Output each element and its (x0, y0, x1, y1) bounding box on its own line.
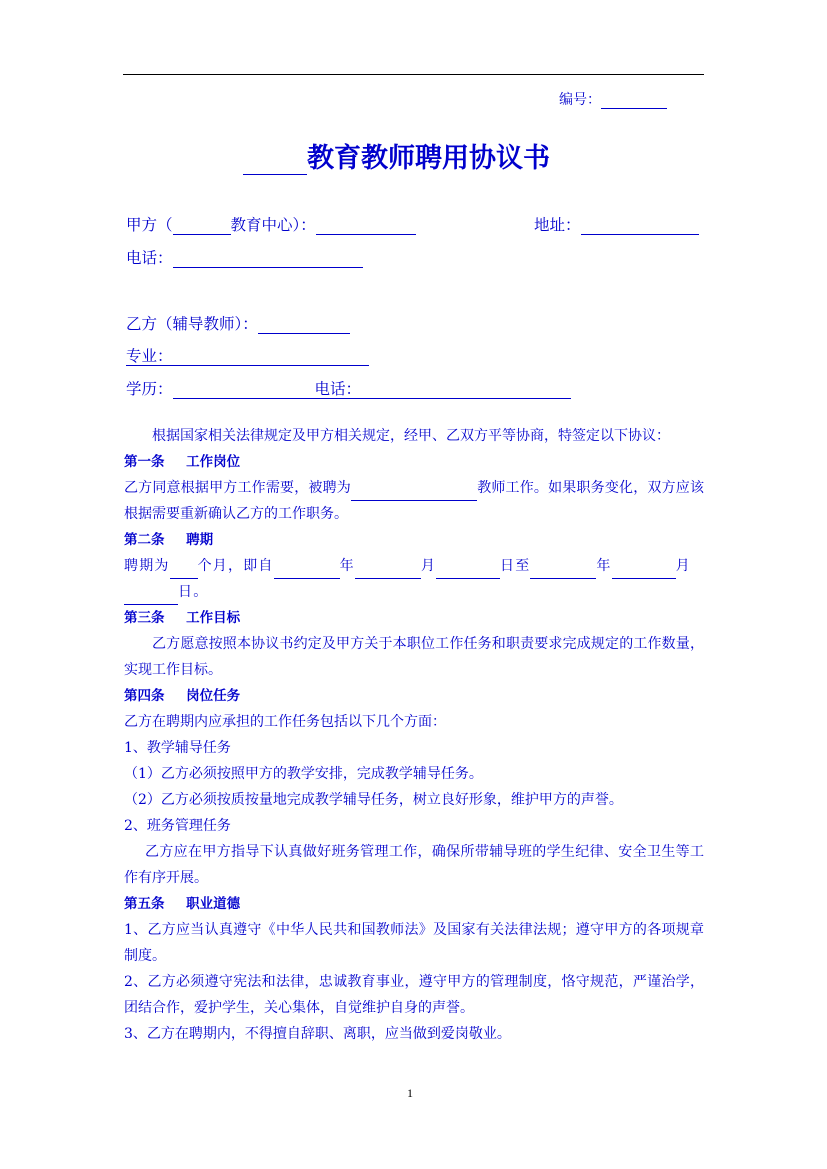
article-4-intro: 乙方在聘期内应承担的工作任务包括以下几个方面： (124, 714, 446, 730)
party-b-name-blank[interactable] (258, 316, 350, 334)
party-a-phone-label: 电话： (126, 249, 173, 267)
start-year-blank[interactable] (274, 563, 340, 579)
party-b-education (126, 377, 571, 399)
article-3-text: 乙方愿意按照本协议书约定及甲方关于本职位工作任务和职责要求完成规定的工作数量，实现工作目标。 (124, 636, 704, 678)
title-text: 教育教师聘用协议书 (307, 143, 550, 174)
party-b-phone-blank[interactable] (361, 381, 571, 399)
end-day-blank[interactable] (124, 589, 178, 605)
end-month-blank[interactable] (612, 563, 676, 579)
article-4-heading: 第四条 岗位任务 (124, 688, 241, 704)
party-b-major-label: 专业： (126, 347, 173, 365)
header-rule (123, 74, 704, 75)
party-b-line (126, 312, 350, 334)
document-title (243, 136, 550, 175)
article-1-heading: 第一条 工作岗位 (124, 454, 241, 470)
party-a-phone-blank[interactable] (173, 250, 363, 268)
party-a-label-prefix: 甲方（ (126, 216, 173, 234)
article-5-item-1: 1、乙方应当认真遵守《中华人民共和国教师法》及国家有关法律法规；遵守甲方的各项规章制度。 (124, 922, 704, 964)
title-blank[interactable] (243, 147, 307, 175)
article-4-item-1: 1、教学辅导任务 (124, 740, 231, 756)
article-5-item-2: 2、乙方必须遵守宪法和法律，忠诚教育事业，遵守甲方的管理制度，恪守规范，严谨治学，团结合作，爱护学生，关心集体，自觉维护自身的声誉。 (124, 974, 704, 1016)
article-2-text: 聘期为 个月，即自 年 月 日至 年 月 日。 (124, 553, 704, 605)
term-months-blank[interactable] (170, 563, 198, 579)
party-b-phone-label: 电话： (314, 380, 362, 398)
party-a-address-blank[interactable] (581, 217, 699, 235)
party-a-name-blank[interactable] (173, 217, 231, 235)
party-b-major (126, 344, 369, 366)
position-blank[interactable] (351, 485, 477, 501)
page-number: 1 (407, 1086, 413, 1100)
contract-body (124, 423, 704, 1047)
article-4-item-1-1: （1）乙方必须按照甲方的教学安排，完成教学辅导任务。 (124, 766, 483, 782)
start-month-blank[interactable] (355, 563, 421, 579)
end-year-blank[interactable] (530, 563, 596, 579)
article-2-heading: 第二条 聘期 (124, 532, 214, 548)
party-a-line (126, 213, 416, 235)
article-1-text: 乙方同意根据甲方工作需要，被聘为 教师工作。如果职务变化，双方应该根据需要重新确认乙方的工作职务。 (124, 480, 704, 522)
contract-number (559, 89, 667, 109)
party-a-value-blank[interactable] (316, 217, 416, 235)
party-a-address-label: 地址： (534, 216, 581, 234)
party-b-label: 乙方（辅导教师）： (126, 315, 258, 333)
party-b-education-label: 学历： (126, 380, 173, 398)
party-b-education-blank[interactable] (173, 381, 315, 399)
party-a-phone (126, 246, 363, 268)
start-day-blank[interactable] (436, 563, 500, 579)
article-4-item-1-2: （2）乙方必须按质按量地完成教学辅导任务，树立良好形象，维护甲方的声誉。 (124, 792, 623, 808)
article-3-heading: 第三条 工作目标 (124, 610, 241, 626)
intro-paragraph: 根据国家相关法律规定及甲方相关规定，经甲、乙双方平等协商，特签定以下协议： (152, 428, 670, 444)
party-b-major-blank[interactable] (173, 348, 369, 366)
contract-number-label: 编号： (559, 92, 601, 108)
article-5-item-3: 3、乙方在聘期内，不得擅自辞职、离职，应当做到爱岗敬业。 (124, 1026, 511, 1042)
party-a-label-suffix: 教育中心）： (230, 216, 316, 234)
article-4-item-2-text: 乙方应在甲方指导下认真做好班务管理工作，确保所带辅导班的学生纪律、安全卫生等工作有序开展。 (124, 844, 704, 886)
article-5-heading: 第五条 职业道德 (124, 896, 241, 912)
article-4-item-2: 2、班务管理任务 (124, 818, 231, 834)
party-a-address (534, 213, 699, 235)
contract-number-blank[interactable] (601, 93, 667, 109)
